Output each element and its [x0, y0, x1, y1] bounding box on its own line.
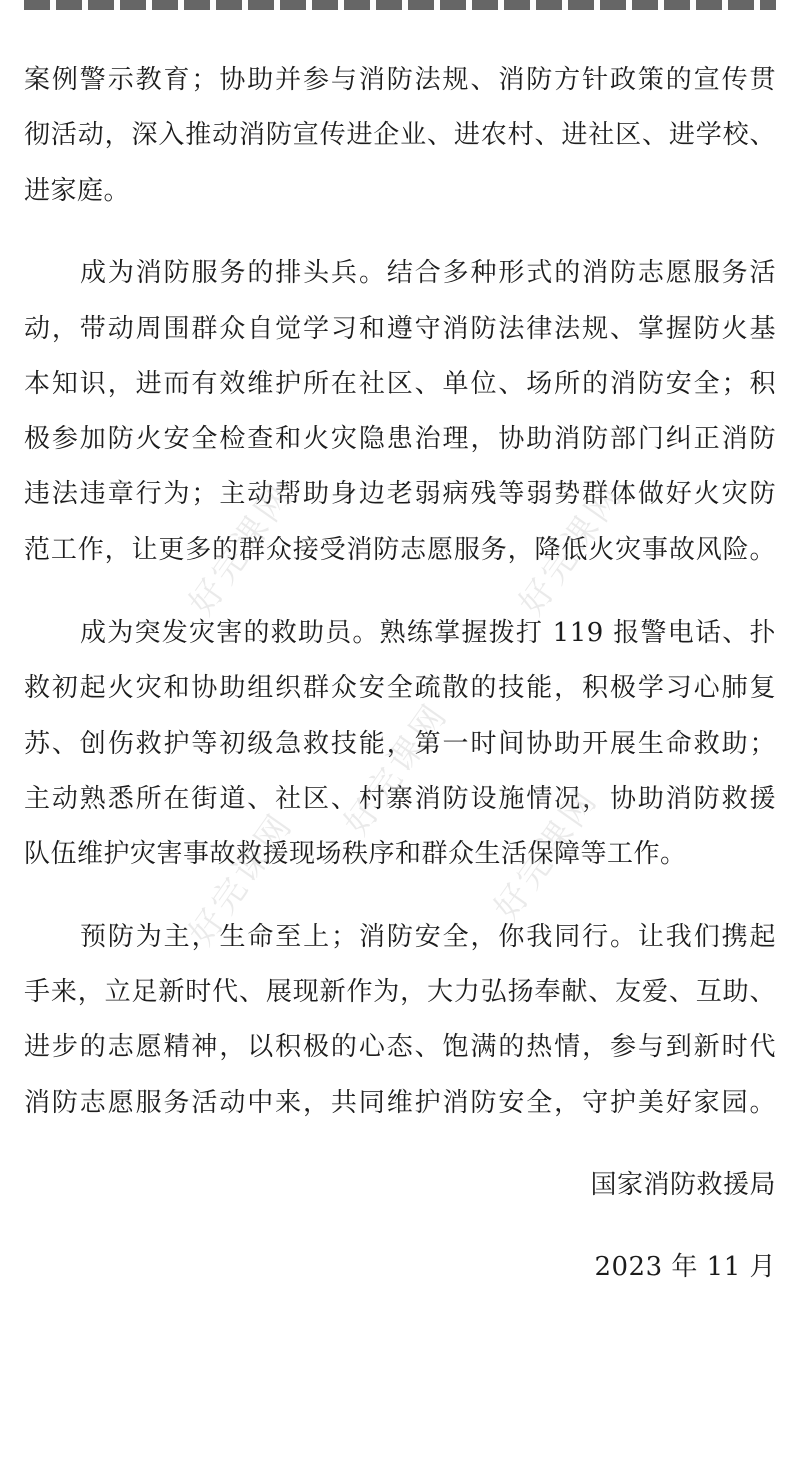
text-line: 预防为主，生命至上；消防安全，你我同行。让我们携起: [80, 922, 776, 952]
text-line: 消防志愿服务活动中来，共同维护消防安全，守护美好家园。: [24, 1088, 776, 1118]
text-line: 苏、创伤救护等初级急救技能，第一时间协助开展生命救助；: [24, 729, 776, 759]
text-line: 成为消防服务的排头兵。结合多种形式的消防志愿服务活: [80, 258, 776, 288]
text-line: 主动熟悉所在街道、社区、村寨消防设施情况，协助消防救援: [24, 784, 776, 814]
watermark: 好完课网: [336, 695, 457, 843]
text-line: 救初起火灾和协助组织群众安全疏散的技能，积极学习心肺复: [24, 673, 776, 703]
watermark: 好完课网: [486, 780, 607, 928]
text-line: 违法违章行为；主动帮助身边老弱病残等弱势群体做好火灾防: [24, 479, 776, 509]
text-line: 进步的志愿精神，以积极的心态、饱满的热情，参与到新时代: [24, 1032, 776, 1062]
text-line: 成为突发灾害的救助员。熟练掌握拨打 119 报警电话、扑: [80, 618, 776, 648]
text-line: 案例警示教育；协助并参与消防法规、消防方针政策的宣传贯: [24, 65, 776, 95]
document-date: 2023 年 11 月: [594, 1252, 776, 1282]
text-line: 动，带动周围群众自觉学习和遵守消防法律法规、掌握防火基: [24, 314, 776, 344]
text-line: 本知识，进而有效维护所在社区、单位、场所的消防安全；积: [24, 369, 776, 399]
watermark: 好完课网: [181, 475, 302, 623]
text-line: 极参加防火安全检查和火灾隐患治理，协助消防部门纠正消防: [24, 424, 776, 454]
signature: 国家消防救援局: [590, 1170, 776, 1200]
text-line: 范工作，让更多的群众接受消防志愿服务，降低火灾事故风险。: [24, 535, 776, 565]
watermark: 好完课网: [511, 475, 632, 623]
text-line: 队伍维护灾害事故救援现场秩序和群众生活保障等工作。: [24, 839, 687, 869]
watermark: 好完课网: [181, 805, 302, 953]
text-line: 进家庭。: [24, 176, 131, 206]
cut-off-top-line: [24, 0, 776, 10]
text-line: 手来，立足新时代、展现新作为，大力弘扬奉献、友爱、互助、: [24, 977, 776, 1007]
text-line: 彻活动，深入推动消防宣传进企业、进农村、进社区、进学校、: [24, 120, 776, 150]
